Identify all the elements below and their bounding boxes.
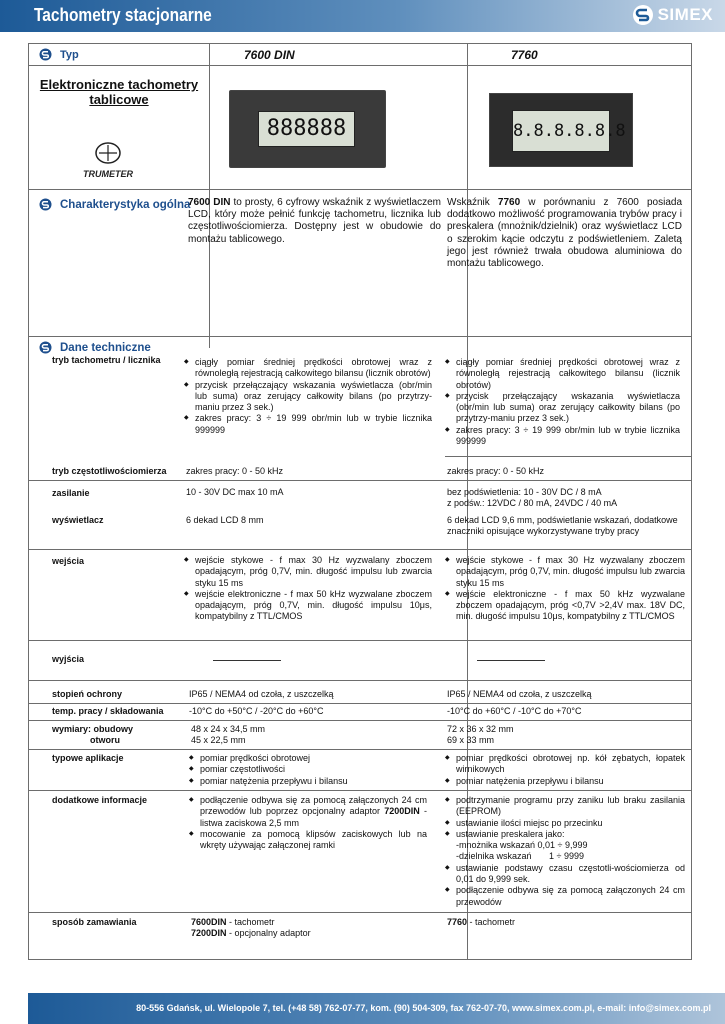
product-image-7760 bbox=[489, 93, 633, 167]
row-divider bbox=[445, 456, 691, 457]
wymiary-line: 48 x 24 x 34,5 mm bbox=[191, 724, 266, 734]
empty-value-dash bbox=[213, 660, 281, 661]
list-item: ◆ przycisk przełączający wskazania wyświetlacza (obr/min lub suma) oraz zerujący całkowity bilans (po przytrzy-maniu przez 3 sek.) bbox=[445, 391, 680, 425]
order-desc: - tachometr bbox=[226, 917, 275, 927]
row-label-wymiary bbox=[52, 724, 133, 746]
list-item: ◆ mocowanie za pomocą klipsów zaciskowych lub na wkręty używając załączonej ramki bbox=[189, 829, 427, 852]
wymiary-line: 72 x 36 x 32 mm bbox=[447, 724, 514, 734]
row-divider bbox=[29, 703, 691, 704]
dane-label: Dane techniczne bbox=[60, 341, 151, 354]
product-table bbox=[28, 43, 692, 960]
row-divider bbox=[29, 65, 691, 66]
row-label-tryb-czest: tryb częstotliwościomierza bbox=[52, 466, 167, 476]
row-dodatkowe-7600 bbox=[189, 795, 427, 851]
product-image-7600 bbox=[229, 90, 386, 168]
row-divider bbox=[29, 720, 691, 721]
row-tryb-czest-7760: zakres pracy: 0 - 50 kHz bbox=[447, 466, 545, 476]
brand-logo bbox=[632, 4, 713, 26]
list-item: ◆ podłączenie odbywa się za pomocą załączonych 24 cm przewodów bbox=[445, 885, 685, 908]
row-aplikacje-7760 bbox=[445, 753, 685, 787]
order-desc: - opcjonalny adaptor bbox=[226, 928, 311, 939]
simex-logo-icon bbox=[632, 4, 654, 26]
order-desc: - tachometr bbox=[467, 917, 516, 927]
list-item: ◆ podtrzymanie programu przy zaniku lub braku zasilania (EEPROM) bbox=[445, 795, 685, 818]
row-divider bbox=[29, 680, 691, 681]
column-divider bbox=[209, 44, 210, 348]
row-divider bbox=[29, 790, 691, 791]
page-title: Tachometry stacjonarne bbox=[34, 5, 212, 25]
list-item: ◆ wejście stykowe - f max 30 Hz wyzwalany zboczem opadającym, próg 0,7V, min. długość impulsu lub zwarcia styku 15 ms bbox=[184, 555, 432, 589]
category-title: Elektroniczne tachometry tablicowe bbox=[39, 77, 199, 107]
row-label-wejscia: wejścia bbox=[52, 556, 85, 566]
otworu-label: otworu bbox=[90, 735, 120, 745]
row-dodatkowe-7760 bbox=[445, 795, 685, 908]
row-wymiary-7760 bbox=[447, 724, 514, 747]
row-stopien-7600: IP65 / NEMA4 od czoła, z uszczelką bbox=[189, 689, 334, 699]
row-divider bbox=[29, 480, 691, 481]
header-bar bbox=[0, 0, 725, 32]
preskaler-mult: -mnożnika wskazań 0,01 ÷ 9,999 bbox=[456, 840, 588, 851]
footer-bar bbox=[28, 993, 725, 1024]
list-item: ◆ ustawianie ilości miejsc po przecinku bbox=[445, 818, 685, 829]
row-label-dodatkowe: dodatkowe informacje bbox=[52, 795, 148, 805]
row-aplikacje-7600 bbox=[189, 753, 429, 787]
char-7600-model: 7600 DIN bbox=[188, 197, 231, 208]
list-item: ◆ zakres pracy: 3 ÷ 19 999 obr/min lub w trybie licznika 999999 bbox=[445, 425, 680, 448]
list-item: ◆ wejście elektroniczne - f max 50 kHz wyzwalane zboczem opadającym, próg <0,7V >2,4V max. 18V DC, min. długość impulsu 10μs, kompatybilny z TTL/CMOS bbox=[445, 589, 685, 623]
list-item: ◆ pomiar natężenia przepływu i bilansu bbox=[189, 776, 429, 787]
row-divider bbox=[29, 912, 691, 913]
row-divider bbox=[29, 336, 691, 337]
trumeter-logo bbox=[77, 142, 139, 182]
trumeter-emblem-icon bbox=[77, 142, 139, 164]
char-7760-text bbox=[447, 197, 682, 270]
row-wyswietlacz-7760: 6 dekad LCD 9,6 mm, podświetlanie wskazań, dodatkowe znaczniki opisujące wykorzystywane tryby pracy bbox=[447, 515, 678, 537]
wymiary-label: wymiary: obudowy bbox=[52, 724, 134, 734]
list-item: ◆ pomiar prędkości obrotowej np. kół zębatych, łopatek wirnikowych bbox=[445, 753, 685, 776]
simex-bullet-icon bbox=[39, 341, 52, 354]
row-label-zasilanie: zasilanie bbox=[52, 488, 90, 498]
list-item: ◆ ustawianie preskalera jako: bbox=[445, 829, 685, 840]
list-item: ◆ ciągły pomiar średniej prędkości obrotowej wraz z równoległą rejestracją całkowitego bilansu (licznik obrotów) bbox=[445, 357, 680, 391]
row-label-aplikacje: typowe aplikacje bbox=[52, 753, 124, 763]
char-7760-desc: w porównaniu z 7600 posiada dodatkowo możliwość programowania trybów pracy i preskalera (mnożnik/dzielnik) oraz wyświetlacz LCD o szerokim kącie odczytu z podświetleniem. Zaletą jego jest również trwała obudowa aluminiowa do montażu tablicowego. bbox=[447, 197, 683, 270]
row-wejscia-7600 bbox=[184, 555, 432, 623]
empty-value-dash bbox=[477, 660, 545, 661]
wymiary-line: 69 x 33 mm bbox=[447, 735, 495, 746]
list-item bbox=[189, 795, 427, 829]
list-item: ◆ wejście stykowe - f max 30 Hz wyzwalany zboczem opadającym, próg 0,7V, min. długość impulsu lub zwarcia styku 15 ms bbox=[445, 555, 685, 589]
row-tryb-tach-7600 bbox=[184, 357, 432, 436]
row-label-tryb-tach: tryb tachometru / licznika bbox=[52, 355, 161, 365]
row-stopien-7760: IP65 / NEMA4 od czoła, z uszczelką bbox=[447, 689, 592, 699]
typ-label: Typ bbox=[60, 48, 79, 61]
row-tryb-tach-7760 bbox=[445, 357, 680, 447]
footer-contact: 80-556 Gdańsk, ul. Wielopole 7, tel. (+48 58) 762-07-77, kom. (90) 504-309, fax 762-07-70, www.simex.com.pl, e-mail: info@simex.com.pl bbox=[136, 1003, 711, 1013]
row-wymiary-7600 bbox=[191, 724, 265, 747]
row-divider bbox=[29, 549, 691, 550]
row-label-stopien: stopień ochrony bbox=[52, 689, 123, 699]
row-wyswietlacz-7600: 6 dekad LCD 8 mm bbox=[186, 515, 264, 525]
row-label-wyjscia: wyjścia bbox=[52, 654, 85, 664]
preskaler-div: -dzielnika wskazań 1 ÷ 9999 bbox=[456, 851, 585, 862]
lcd-display: 8.8.8.8.8.8 bbox=[512, 110, 610, 152]
trumeter-wordmark: TRUMETER bbox=[83, 169, 133, 179]
brand-name: SIMEX bbox=[657, 5, 713, 24]
order-line bbox=[191, 928, 311, 939]
adaptor-model: 7200DIN bbox=[384, 806, 420, 817]
row-zamawianie-7760 bbox=[447, 917, 515, 928]
order-model: 7760 bbox=[447, 917, 468, 927]
row-divider bbox=[29, 640, 691, 641]
row-label-wyswietlacz: wyświetlacz bbox=[52, 515, 104, 525]
char-7600-desc: to prosty, 6 cyfrowy wskaźnik z wyświetlaczem LCD, który może pełnić funkcję tachometru, licznika lub częstotliwościomierza. Dostępny jest w obudowie do montażu tablicowego. bbox=[188, 197, 441, 245]
dodatkowe-text: podłączenie odbywa się za pomocą załączonych 24 cm przewodów lub poprzez opcjonalny adaptor bbox=[200, 795, 427, 817]
char-7600-text bbox=[188, 197, 441, 246]
model-7600-header: 7600 DIN bbox=[244, 48, 295, 62]
row-temp-7760: -10°C do +60°C / -10°C do +70°C bbox=[447, 706, 582, 716]
list-item: ◆ ustawianie podstawy czasu częstotli-wościomierza od 0,01 do 9,999 sek. bbox=[445, 863, 685, 886]
row-label-zamawianie: sposób zamawiania bbox=[52, 917, 137, 927]
list-item: ◆ wejście elektroniczne - f max 50 kHz wyzwalane zboczem opadającym, próg 0,7V, min. długość impulsu 10μs, kompatybilny z TTL/CMOS bbox=[184, 589, 432, 623]
list-item: ◆ zakres pracy: 3 ÷ 19 999 obr/min lub w trybie licznika 999999 bbox=[184, 413, 432, 436]
order-line bbox=[191, 917, 311, 928]
char-7760-model: 7760 bbox=[497, 197, 521, 208]
order-model: 7600DIN bbox=[191, 917, 227, 927]
simex-bullet-icon bbox=[39, 198, 52, 211]
list-item: ◆ ciągły pomiar średniej prędkości obrotowej wraz z równoległą rejestracją całkowitego bilansu (licznik obrotów) bbox=[184, 357, 432, 380]
order-model: 7200DIN bbox=[191, 928, 227, 939]
row-divider bbox=[29, 749, 691, 750]
row-divider bbox=[29, 189, 691, 190]
char-header bbox=[39, 198, 190, 211]
char-7760-pre: Wskaźnik bbox=[447, 197, 498, 208]
simex-bullet-icon bbox=[39, 48, 52, 61]
row-zamawianie-7600 bbox=[191, 917, 311, 940]
list-item: ◆ pomiar natężenia przepływu i bilansu bbox=[445, 776, 685, 787]
row-zasilanie-7600: 10 - 30V DC max 10 mA bbox=[186, 487, 284, 497]
zasilanie-line: bez podświetlenia: 10 - 30V DC / 8 mA bbox=[447, 487, 602, 497]
dane-header bbox=[39, 341, 151, 354]
row-tryb-czest-7600: zakres pracy: 0 - 50 kHz bbox=[186, 466, 284, 476]
char-label: Charakterystyka ogólna bbox=[60, 198, 191, 211]
model-7760-header: 7760 bbox=[511, 48, 538, 62]
zasilanie-line: z podśw.: 12VDC / 80 mA, 24VDC / 40 mA bbox=[447, 498, 618, 509]
list-item: ◆ pomiar prędkości obrotowej bbox=[189, 753, 429, 764]
row-zasilanie-7760 bbox=[447, 487, 682, 510]
lcd-display: 888888 bbox=[258, 111, 355, 147]
list-item: ◆ pomiar częstotliwości bbox=[189, 764, 429, 775]
row-label-temp: temp. pracy / składowania bbox=[52, 706, 164, 716]
wymiary-line: 45 x 22,5 mm bbox=[191, 735, 246, 746]
typ-header bbox=[39, 48, 79, 61]
row-wejscia-7760 bbox=[445, 555, 685, 623]
dodatkowe-text: - listwa zaciskowa 2,5 mm bbox=[200, 806, 427, 828]
row-temp-7600: -10°C do +50°C / -20°C do +60°C bbox=[189, 706, 324, 716]
list-item: ◆ przycisk przełączający wskazania wyświetlacza (obr/min lub suma) oraz zerujący całkowity bilans (po przytrzy-maniu przez 3 sek.) bbox=[184, 380, 432, 414]
